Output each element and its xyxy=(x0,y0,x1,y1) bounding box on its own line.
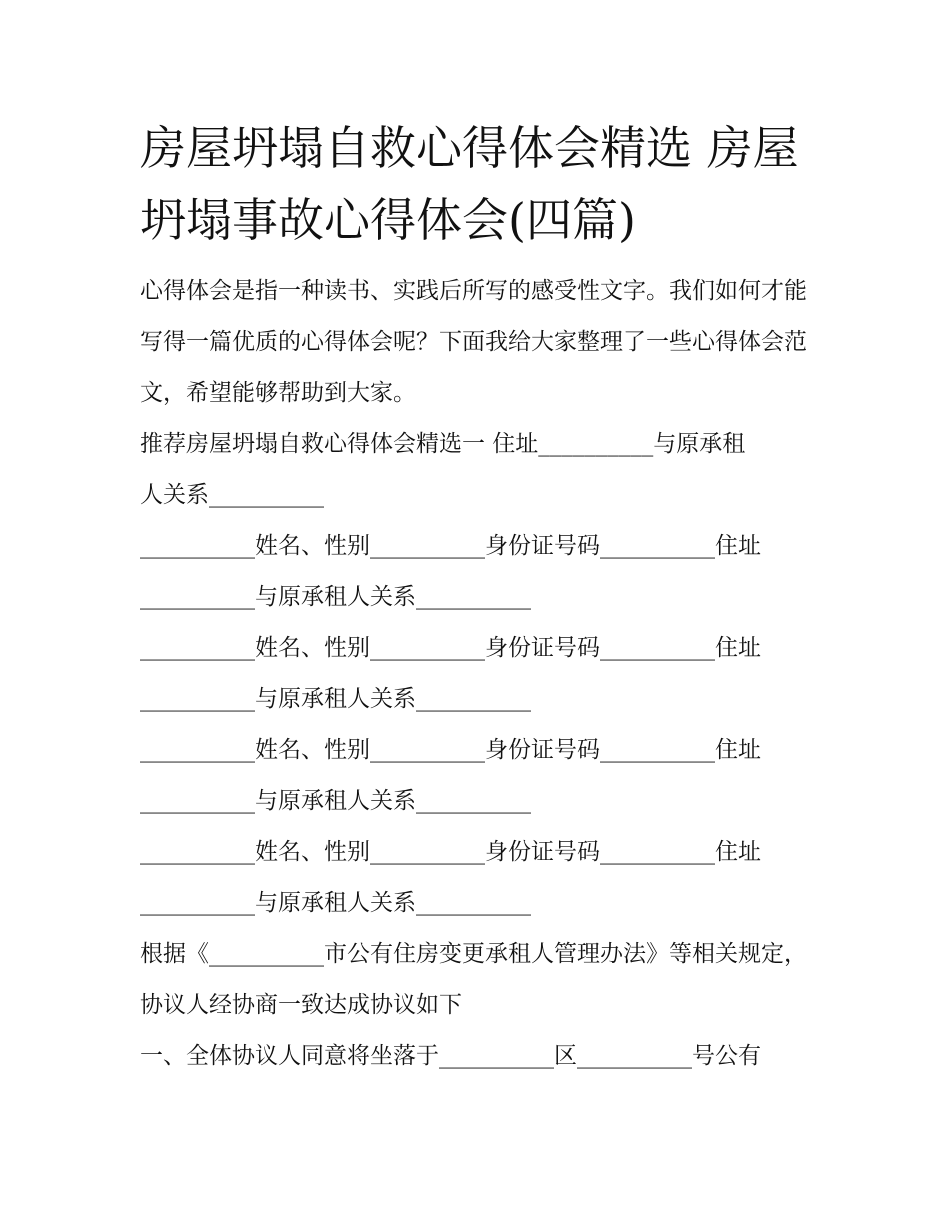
document-title: 房屋坍塌自救心得体会精选 房屋坍塌事故心得体会(四篇) xyxy=(140,121,799,247)
form-line: __________与原承租人关系__________ xyxy=(140,788,531,814)
form-line: __________姓名、性别__________身份证号码__________住址 xyxy=(140,533,761,559)
form-line: __________姓名、性别__________身份证号码__________住址 xyxy=(140,635,761,661)
form-line: __________与原承租人关系__________ xyxy=(140,686,531,712)
intro-paragraph: 心得体会是指一种读书、实践后所写的感受性文字。我们如何才能写得一篇优质的心得体会呢？下面我给大家整理了一些心得体会范文，希望能够帮助到大家。 xyxy=(140,278,807,406)
recommend-line: 人关系__________ xyxy=(140,482,324,508)
recommend-line: 推荐房屋坍塌自救心得体会精选一 住址__________与原承租 xyxy=(140,431,746,457)
document-page xyxy=(140,112,820,1082)
form-line: __________姓名、性别__________身份证号码__________住址 xyxy=(140,839,761,865)
form-line: __________与原承租人关系__________ xyxy=(140,584,531,610)
form-line: __________姓名、性别__________身份证号码__________住址 xyxy=(140,737,761,763)
basis-paragraph: 根据《__________市公有住房变更承租人管理办法》等相关规定，协议人经协商一致达成协议如下 xyxy=(140,941,807,1018)
form-line: __________与原承租人关系__________ xyxy=(140,890,531,916)
clause-line: 一、全体协议人同意将坐落于__________区__________号公有 xyxy=(140,1043,761,1069)
